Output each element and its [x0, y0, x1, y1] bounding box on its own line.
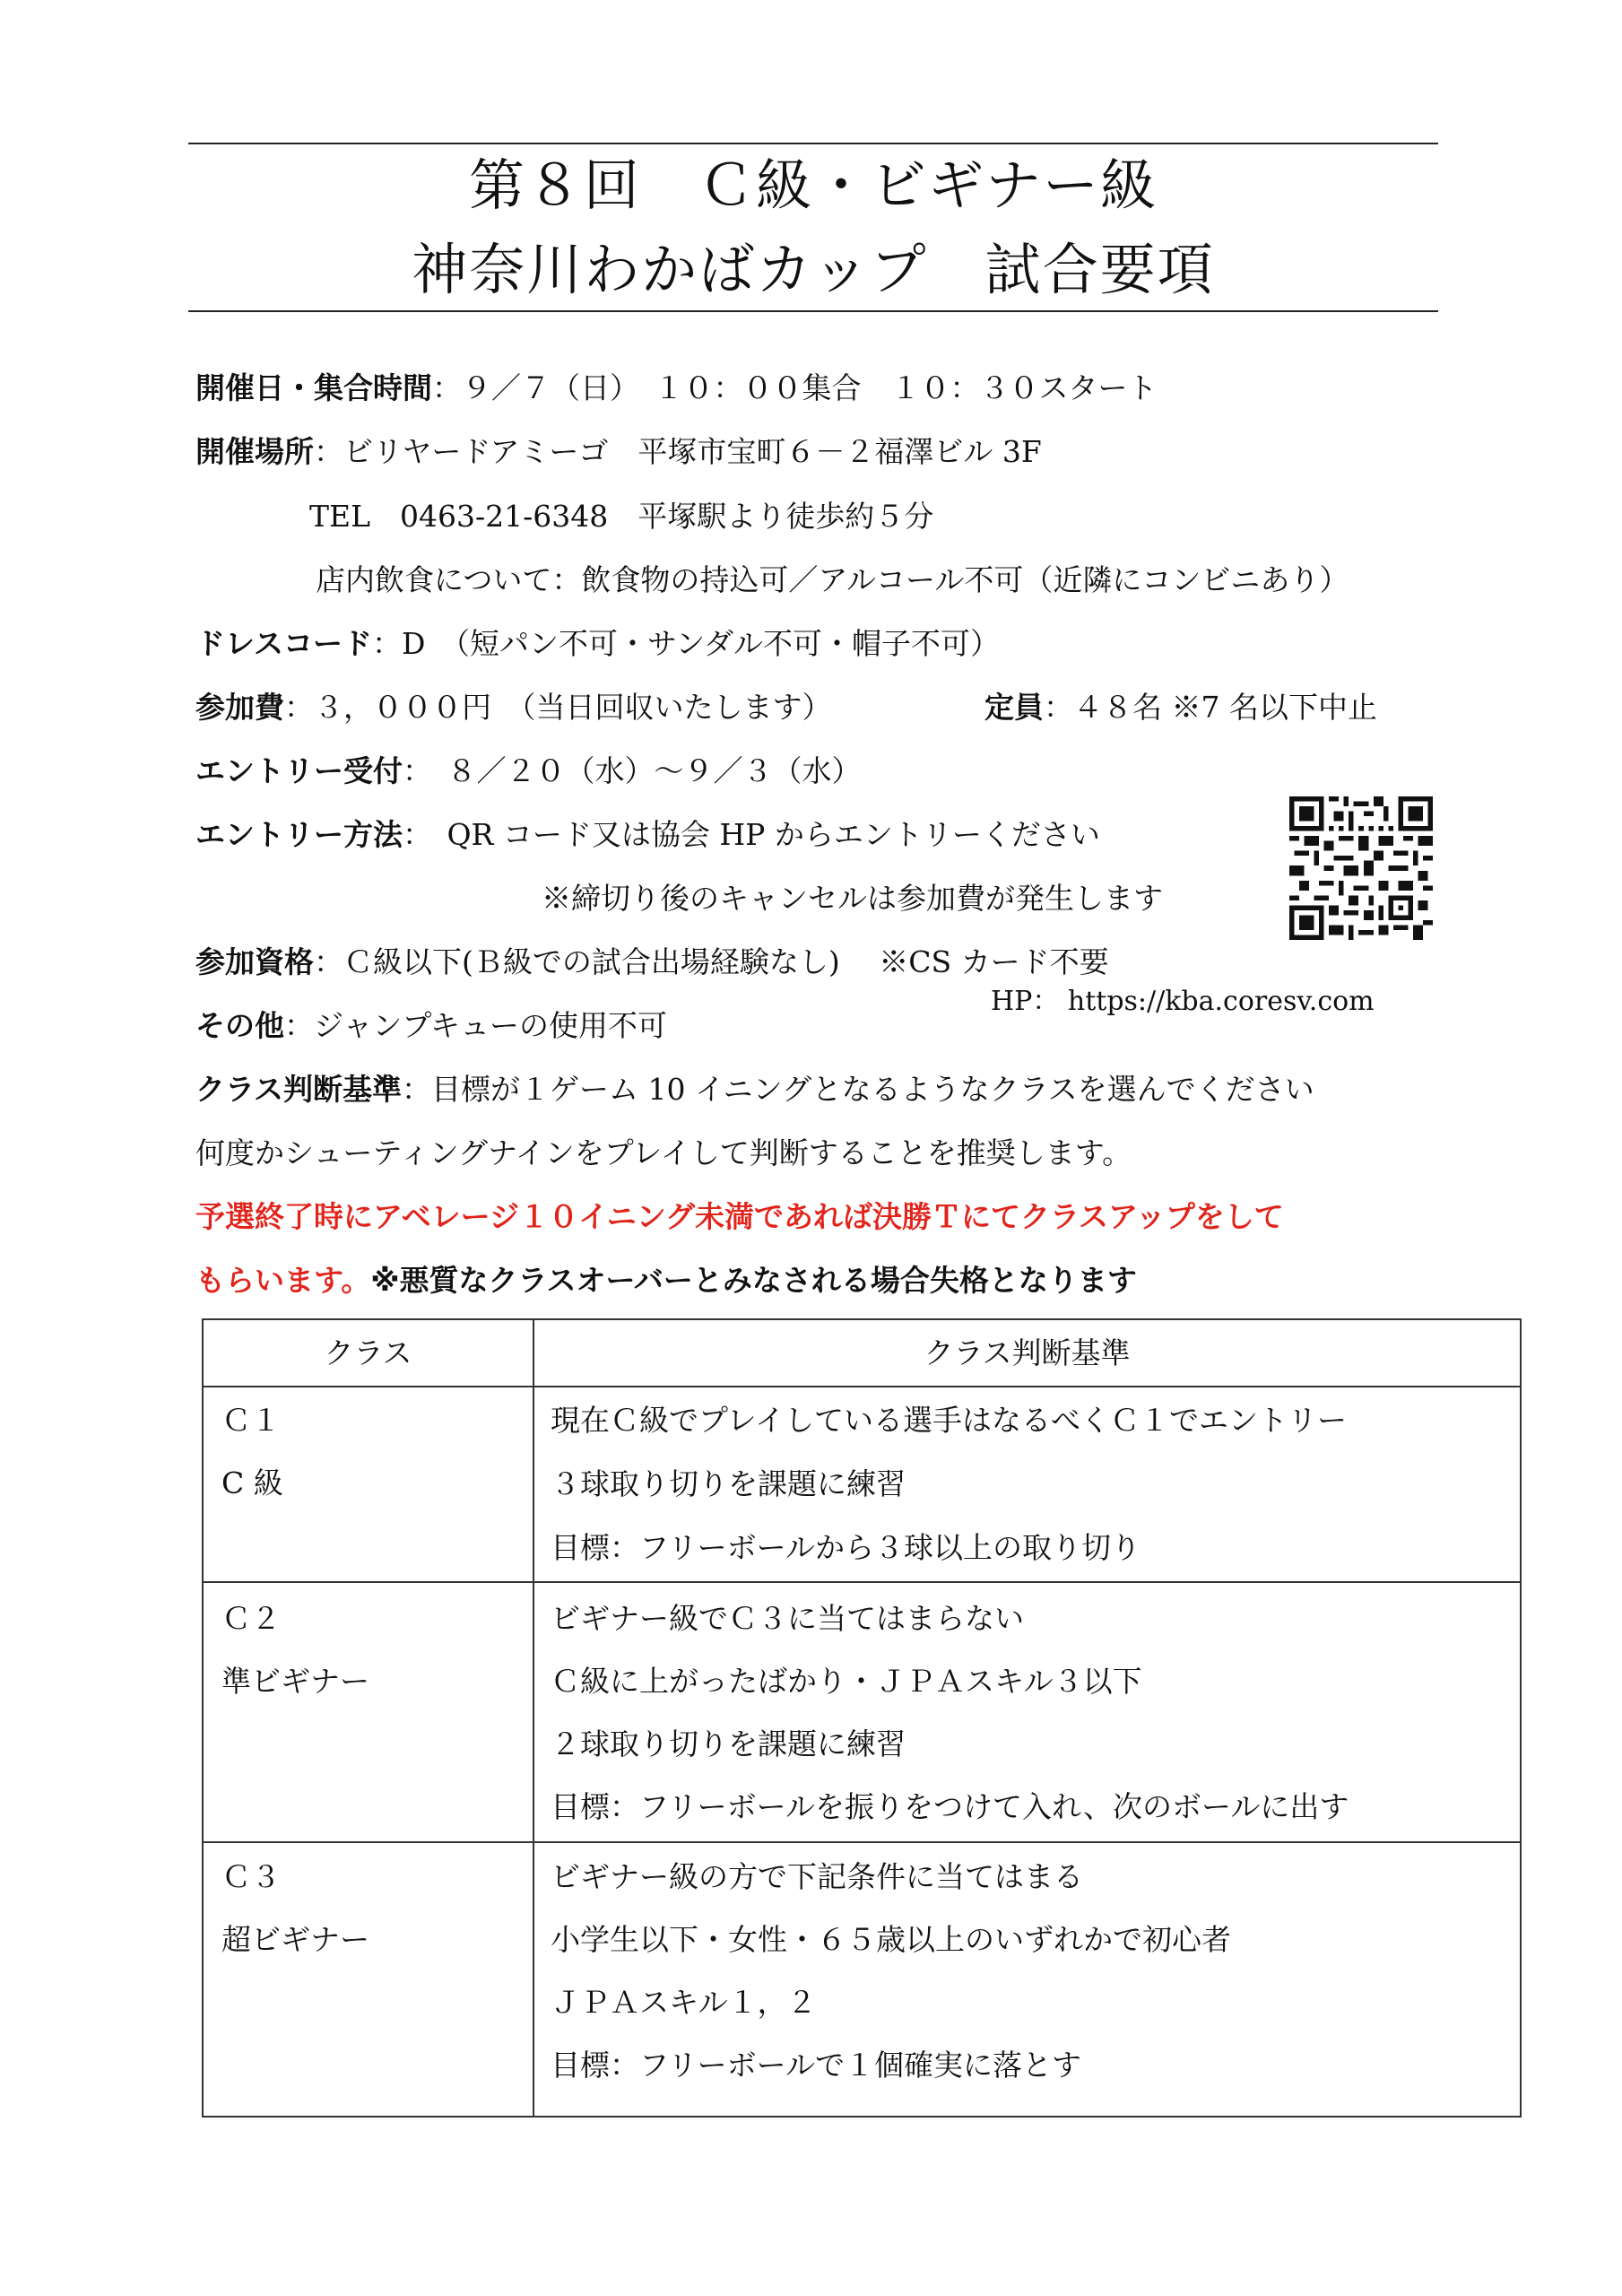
entry-method-label: エントリー方法: [195, 817, 403, 852]
criteria-value: ：目標が１ゲーム 10 イニングとなるようなクラスを選んでください: [402, 1072, 1314, 1107]
entry-period-label: エントリー受付: [195, 753, 403, 788]
tel-line: TEL 0463-21-6348 平塚駅より徒歩約５分: [309, 499, 934, 534]
table-header-criteria: クラス判断基準: [924, 1335, 1131, 1370]
table-row-c3-name: 超ビギナー: [221, 1922, 369, 1957]
table-row-c1-code: Ｃ１: [221, 1403, 281, 1438]
capacity-value: ：４８名 ※7 名以下中止: [1044, 690, 1377, 725]
warning-red-line-2: もらいます。: [195, 1263, 371, 1298]
dress-line: [195, 626, 1001, 661]
table-row-c3-line-1: ビギナー級の方で下記条件に当てはまる: [551, 1859, 1083, 1894]
entry-method-value: ： QR コード又は協会 HP からエントリーください: [403, 817, 1100, 852]
class-criteria-table: [202, 1318, 1522, 2118]
food-line: 店内飲食について：飲食物の持込可／アルコール不可（近隣にコンビニあり）: [316, 562, 1349, 597]
entry-method-line: [195, 817, 1100, 852]
table-row-divider-2: [204, 1841, 1520, 1843]
fee-label: 参加費: [195, 690, 284, 725]
qualification-label: 参加資格: [195, 944, 314, 979]
entry-period-line: [195, 753, 862, 788]
date-label: 開催日・集合時間: [195, 370, 432, 405]
fee-value: ：３，０００円 （当日回収いたします）: [284, 690, 832, 725]
date-value: ：９／７（日） １０：００集合 １０：３０スタート: [432, 370, 1158, 405]
entry-period-value: ： ８／２０（水）～９／３（水）: [403, 753, 862, 788]
criteria-note: 何度かシューティングナインをプレイして判断することを推奨します。: [195, 1135, 1132, 1170]
table-row-c2-code: Ｃ２: [221, 1601, 281, 1636]
table-column-divider: [533, 1320, 534, 2116]
table-row-c3-code: Ｃ３: [221, 1859, 281, 1894]
table-row-c3-line-4: 目標：フリーボールで１個確実に落とす: [551, 2048, 1082, 2083]
table-row-c2-line-1: ビギナー級でＣ３に当てはまらない: [551, 1601, 1024, 1636]
dress-label: ドレスコード: [195, 626, 373, 661]
table-row-c2-line-4: 目標：フリーボールを振りをつけて入れ、次のボールに出す: [551, 1789, 1349, 1824]
other-line: [195, 1008, 668, 1043]
title-top-rule: [188, 143, 1438, 144]
qualification-line: [195, 944, 1109, 979]
date-line: [195, 370, 1158, 405]
capacity-line: [984, 690, 1377, 725]
title-line-1: 第８回 Ｃ級・ビギナー級: [468, 152, 1158, 218]
venue-line: [195, 434, 1042, 469]
table-row-c1-line-1: 現在Ｃ級でプレイしている選手はなるべくＣ１でエントリー: [551, 1403, 1348, 1438]
table-header-class: クラス: [324, 1335, 412, 1370]
warning-black: ※悪質なクラスオーバーとみなされる場合失格となります: [370, 1263, 1137, 1298]
table-row-c2-name: 準ビギナー: [221, 1664, 369, 1699]
fee-line: [195, 690, 832, 725]
table-row-c1-line-2: ３球取り切りを課題に練習: [551, 1466, 906, 1501]
warning-red-line-1: 予選終了時にアベレージ１０イニング未満であれば決勝Ｔにてクラスアップをして: [195, 1199, 1284, 1234]
table-row-divider-1: [204, 1581, 1520, 1583]
title-line-2: 神奈川わかばカップ 試合要項: [412, 237, 1215, 302]
criteria-line: [195, 1072, 1314, 1107]
qualification-value: ：Ｃ級以下(Ｂ級での試合出場経験なし) ※CS カード不要: [314, 944, 1109, 979]
venue-value: ：ビリヤードアミーゴ 平塚市宝町６－２福澤ビル 3F: [314, 434, 1042, 469]
table-row-c2-line-3: ２球取り切りを課題に練習: [551, 1726, 906, 1761]
hp-link[interactable]: HP： https://kba.coresv.com: [991, 986, 1375, 1017]
table-row-c3-line-3: ＪＰＡスキル１，２: [551, 1985, 817, 2020]
dress-value: ：D （短パン不可・サンダル不可・帽子不可）: [372, 626, 1001, 661]
table-header-divider: [204, 1386, 1520, 1387]
table-row-c1-line-3: 目標：フリーボールから３球以上の取り切り: [551, 1530, 1141, 1565]
venue-label: 開催場所: [195, 434, 314, 469]
other-label: その他: [195, 1008, 284, 1043]
cancel-note: ※締切り後のキャンセルは参加費が発生します: [542, 881, 1163, 916]
table-row-c1-name: C 級: [221, 1465, 283, 1500]
table-row-c2-line-2: Ｃ級に上がったばかり・ＪＰＡスキル３以下: [551, 1664, 1142, 1699]
table-row-c3-line-2: 小学生以下・女性・６５歳以上のいずれかで初心者: [551, 1922, 1231, 1957]
capacity-label: 定員: [984, 690, 1044, 725]
warning-line-2: [195, 1263, 1137, 1298]
title-bottom-rule: [188, 310, 1438, 312]
other-value: ：ジャンプキューの使用不可: [284, 1008, 668, 1043]
criteria-label: クラス判断基準: [195, 1072, 403, 1107]
qr-code-icon[interactable]: [1289, 796, 1433, 940]
